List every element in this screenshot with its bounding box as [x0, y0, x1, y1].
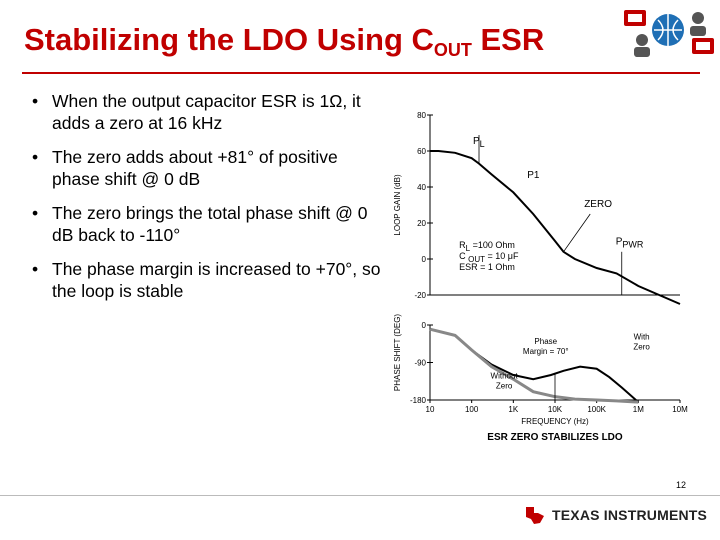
gain-axis-label: LOOP GAIN (dB) [393, 174, 402, 236]
ti-logo [524, 505, 707, 525]
company-name: TEXAS INSTRUMENTS [552, 507, 708, 523]
phase-tick-label: -180 [409, 396, 426, 405]
phase-tick-label: 0 [421, 321, 426, 330]
bode-plot-chart [385, 100, 705, 450]
x-tick-label: 10 [425, 405, 435, 414]
zero-marker-line [564, 214, 591, 252]
gain-series-line [430, 151, 680, 304]
title-suffix: ESR [471, 22, 545, 57]
gain-annotation: ZERO [584, 198, 612, 210]
x-tick-label: 10K [547, 405, 563, 414]
gain-annotation: P1 [527, 170, 540, 181]
gain-tick-label: 40 [417, 183, 426, 192]
bullet-item: • The zero brings the total phase shift @ 0 dB back to -110° [28, 202, 388, 246]
bullet-item: • When the output capacitor ESR is 1Ω, it adds a zero at 16 kHz [28, 90, 388, 134]
title-subscript: OUT [433, 40, 472, 60]
x-tick-label: 1M [632, 405, 644, 414]
gain-tick-label: 80 [417, 111, 426, 120]
gain-condition-text: ESR = 1 Ohm [459, 262, 515, 273]
texas-state-icon [524, 505, 546, 525]
page-number: 12 [676, 480, 687, 490]
x-tick-label: 100 [464, 405, 479, 414]
title-rule [22, 72, 700, 74]
phase-annotation: Zero [495, 381, 513, 391]
gain-tick-label: 20 [417, 219, 426, 228]
phase-axis-label: PHASE SHIFT (DEG) [393, 313, 402, 392]
bullet-item: • The zero adds about +81° of positive phase shift @ 0 dB [28, 146, 388, 190]
phase-annotation: Without [490, 371, 518, 381]
x-tick-label: 100K [587, 405, 607, 414]
x-tick-label: 1K [508, 405, 519, 414]
phase-annotation: With [633, 332, 650, 342]
phase-annotation: Phase [534, 336, 558, 346]
gain-annotation: PPWR [615, 236, 644, 250]
gain-condition-text: RL =100 Ohm [459, 240, 515, 254]
gain-annotation: PL [473, 135, 485, 149]
gain-tick-label: 0 [421, 255, 426, 264]
gain-tick-label: 60 [417, 147, 426, 156]
phase-annotation: Zero [633, 342, 650, 352]
gain-condition-text: C OUT = 10 μF [459, 251, 519, 265]
phase-tick-label: -90 [414, 358, 426, 368]
bullet-item: • The phase margin is increased to +70°, so the loop is stable [28, 258, 388, 302]
gain-tick-label: -20 [414, 291, 426, 300]
phase-annotation: Margin = 70° [522, 346, 569, 356]
title-main: Stabilizing the LDO Using C [24, 22, 434, 57]
chart-caption: ESR ZERO STABILIZES LDO [487, 432, 623, 443]
slide-title [24, 22, 544, 61]
x-tick-label: 10M [672, 405, 688, 414]
x-axis-label: FREQUENCY (Hz) [521, 417, 589, 426]
bullet-list [28, 90, 388, 314]
logo-cluster-icon [622, 4, 716, 58]
footer-rule [0, 495, 720, 496]
